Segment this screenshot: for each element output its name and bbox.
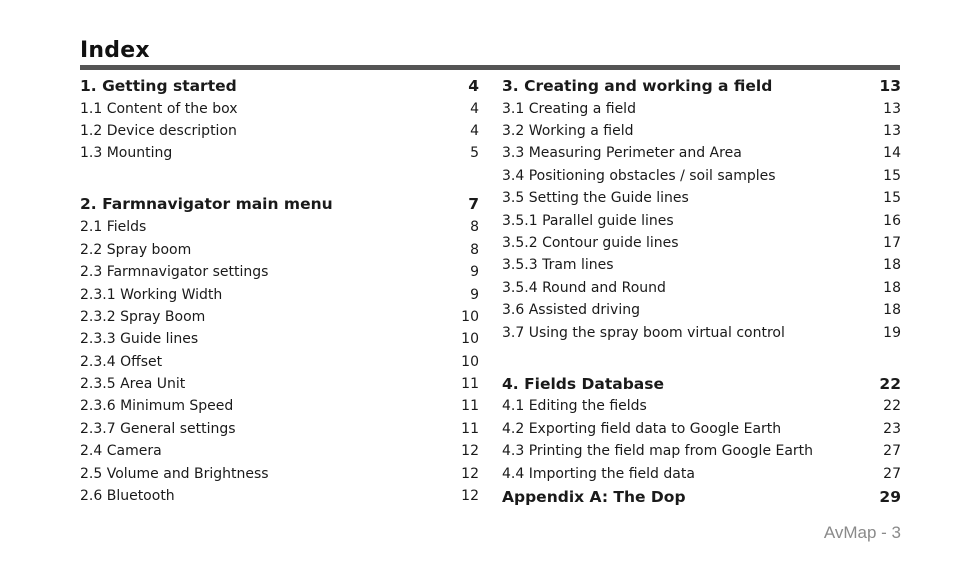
toc-entry[interactable]	[502, 165, 901, 187]
toc-entry[interactable]	[80, 306, 479, 328]
toc-entry-page: 13	[879, 76, 901, 95]
toc-entry-page: 12	[461, 488, 479, 505]
toc-entry[interactable]	[502, 440, 901, 462]
title-rule	[80, 65, 900, 70]
toc-entry-page: 10	[461, 353, 479, 370]
toc-column-right	[502, 74, 901, 508]
toc-entry[interactable]	[80, 142, 479, 164]
toc-entry-label: 3.5.1 Parallel guide lines	[502, 212, 674, 229]
toc-entry[interactable]	[80, 418, 479, 440]
toc-entry-label: 2.3 Farmnavigator settings	[80, 264, 269, 281]
toc-entry[interactable]	[80, 239, 479, 261]
toc-entry-page: 22	[879, 374, 901, 393]
toc-entry[interactable]	[502, 120, 901, 142]
toc-entry-label: 2.4 Camera	[80, 443, 162, 460]
toc-entry-label: 4.2 Exporting field data to Google Earth	[502, 420, 782, 437]
toc-entry-page: 8	[470, 241, 479, 258]
toc-entry-page: 10	[461, 308, 479, 325]
toc-entry-label: 2.5 Volume and Brightness	[80, 465, 269, 482]
toc-entry-page: 11	[461, 420, 479, 437]
toc-entry-label: 2.3.3 Guide lines	[80, 331, 199, 348]
toc-entry-page: 9	[470, 286, 479, 303]
toc-entry-page: 13	[883, 100, 901, 117]
toc-entry-label: 3.5.2 Contour guide lines	[502, 235, 679, 252]
toc-entry[interactable]	[80, 462, 479, 484]
toc-entry[interactable]	[80, 485, 479, 507]
toc-section-heading[interactable]	[80, 193, 479, 217]
toc-entry-label: 3.3 Measuring Perimeter and Area	[502, 145, 742, 162]
toc-entry-label: 2.3.4 Offset	[80, 353, 163, 370]
toc-section-heading[interactable]	[502, 485, 901, 509]
toc-entry-page: 14	[883, 145, 901, 162]
toc-entry[interactable]	[80, 328, 479, 350]
toc-entry-label: 1.1 Content of the box	[80, 100, 238, 117]
toc-entry-label: 3. Creating and working a field	[502, 76, 773, 95]
toc-entry[interactable]	[502, 462, 901, 484]
toc-entry-page: 11	[461, 398, 479, 415]
toc-entry-page: 9	[470, 264, 479, 281]
toc-entry-label: 3.5 Setting the Guide lines	[502, 190, 689, 207]
toc-entry-label: 2.3.5 Area Unit	[80, 376, 186, 393]
toc-column-left	[80, 74, 479, 507]
toc-entry-page: 29	[879, 487, 901, 506]
toc-entry-label: 2.6 Bluetooth	[80, 488, 175, 505]
toc-entry-page: 15	[883, 190, 901, 207]
toc-entry-label: 1.2 Device description	[80, 123, 237, 140]
toc-entry-label: 2.3.2 Spray Boom	[80, 308, 206, 325]
toc-entry[interactable]	[502, 321, 901, 343]
toc-entry-page: 22	[883, 398, 901, 415]
page-footer: AvMap - 3	[823, 523, 901, 542]
toc-section-heading[interactable]	[80, 74, 479, 98]
toc-entry-label: 3.5.4 Round and Round	[502, 279, 666, 296]
toc-entry[interactable]	[80, 395, 479, 417]
toc-entry-page: 12	[461, 465, 479, 482]
toc-entry[interactable]	[80, 373, 479, 395]
toc-entry-label: 4. Fields Database	[502, 374, 665, 393]
toc-entry-label: 4.3 Printing the field map from Google Earth	[502, 443, 814, 460]
toc-entry-page: 11	[461, 376, 479, 393]
toc-entry-page: 8	[470, 219, 479, 236]
toc-entry-page: 23	[883, 420, 901, 437]
toc-entry-page: 4	[470, 100, 479, 117]
toc-entry-page: 16	[883, 212, 901, 229]
toc-entry[interactable]	[502, 254, 901, 276]
toc-entry-label: 2. Farmnavigator main menu	[80, 195, 333, 214]
toc-entry[interactable]	[80, 120, 479, 142]
toc-entry[interactable]	[80, 98, 479, 120]
toc-entry-page: 5	[470, 145, 479, 162]
toc-entry[interactable]	[502, 395, 901, 417]
section-spacer	[80, 165, 479, 193]
toc-entry-label: 2.3.6 Minimum Speed	[80, 398, 234, 415]
toc-entry[interactable]	[502, 232, 901, 254]
toc-entry[interactable]	[80, 440, 479, 462]
toc-entry-page: 27	[883, 443, 901, 460]
toc-entry-page: 18	[883, 257, 901, 274]
toc-entry-page: 15	[883, 167, 901, 184]
toc-entry-page: 4	[468, 76, 479, 95]
toc-entry-page: 18	[883, 302, 901, 319]
toc-entry-label: 3.6 Assisted driving	[502, 302, 640, 319]
toc-entry[interactable]	[80, 261, 479, 283]
toc-entry-page: 7	[468, 195, 479, 214]
section-spacer	[502, 344, 901, 372]
toc-entry[interactable]	[502, 98, 901, 120]
toc-entry-label: 3.7 Using the spray boom virtual control	[502, 324, 785, 341]
toc-entry-page: 18	[883, 279, 901, 296]
toc-entry-label: 3.2 Working a field	[502, 123, 634, 140]
toc-entry[interactable]	[502, 277, 901, 299]
toc-section-heading[interactable]	[502, 74, 901, 98]
toc-entry-label: 2.3.7 General settings	[80, 420, 236, 437]
toc-entry-page: 17	[883, 235, 901, 252]
toc-entry-page: 12	[461, 443, 479, 460]
toc-entry-label: 1.3 Mounting	[80, 145, 173, 162]
toc-entry-page: 4	[470, 123, 479, 140]
toc-entry-label: 3.1 Creating a field	[502, 100, 636, 117]
toc-entry[interactable]	[80, 283, 479, 305]
toc-entry[interactable]	[80, 216, 479, 238]
toc-section-heading[interactable]	[502, 372, 901, 396]
toc-entry-page: 13	[883, 123, 901, 140]
toc-entry-label: 3.5.3 Tram lines	[502, 257, 614, 274]
toc-entry-page: 27	[883, 465, 901, 482]
toc-entry-label: 2.3.1 Working Width	[80, 286, 223, 303]
toc-entry-label: 4.1 Editing the fields	[502, 398, 647, 415]
toc-entry-label: 3.4 Positioning obstacles / soil samples	[502, 167, 776, 184]
toc-entry-page: 19	[883, 324, 901, 341]
toc-entry[interactable]	[502, 299, 901, 321]
toc-entry-label: 2.2 Spray boom	[80, 241, 192, 258]
toc-entry-page: 10	[461, 331, 479, 348]
toc-entry[interactable]	[502, 142, 901, 164]
toc-entry[interactable]	[80, 351, 479, 373]
toc-entry[interactable]	[502, 187, 901, 209]
toc-entry-label: Appendix A: The Dop	[502, 487, 686, 506]
toc-entry-label: 1. Getting started	[80, 76, 237, 95]
toc-entry-label: 4.4 Importing the field data	[502, 465, 695, 482]
toc-entry[interactable]	[502, 418, 901, 440]
toc-entry[interactable]	[502, 209, 901, 231]
toc-entry-label: 2.1 Fields	[80, 219, 147, 236]
index-title: Index	[80, 38, 150, 63]
